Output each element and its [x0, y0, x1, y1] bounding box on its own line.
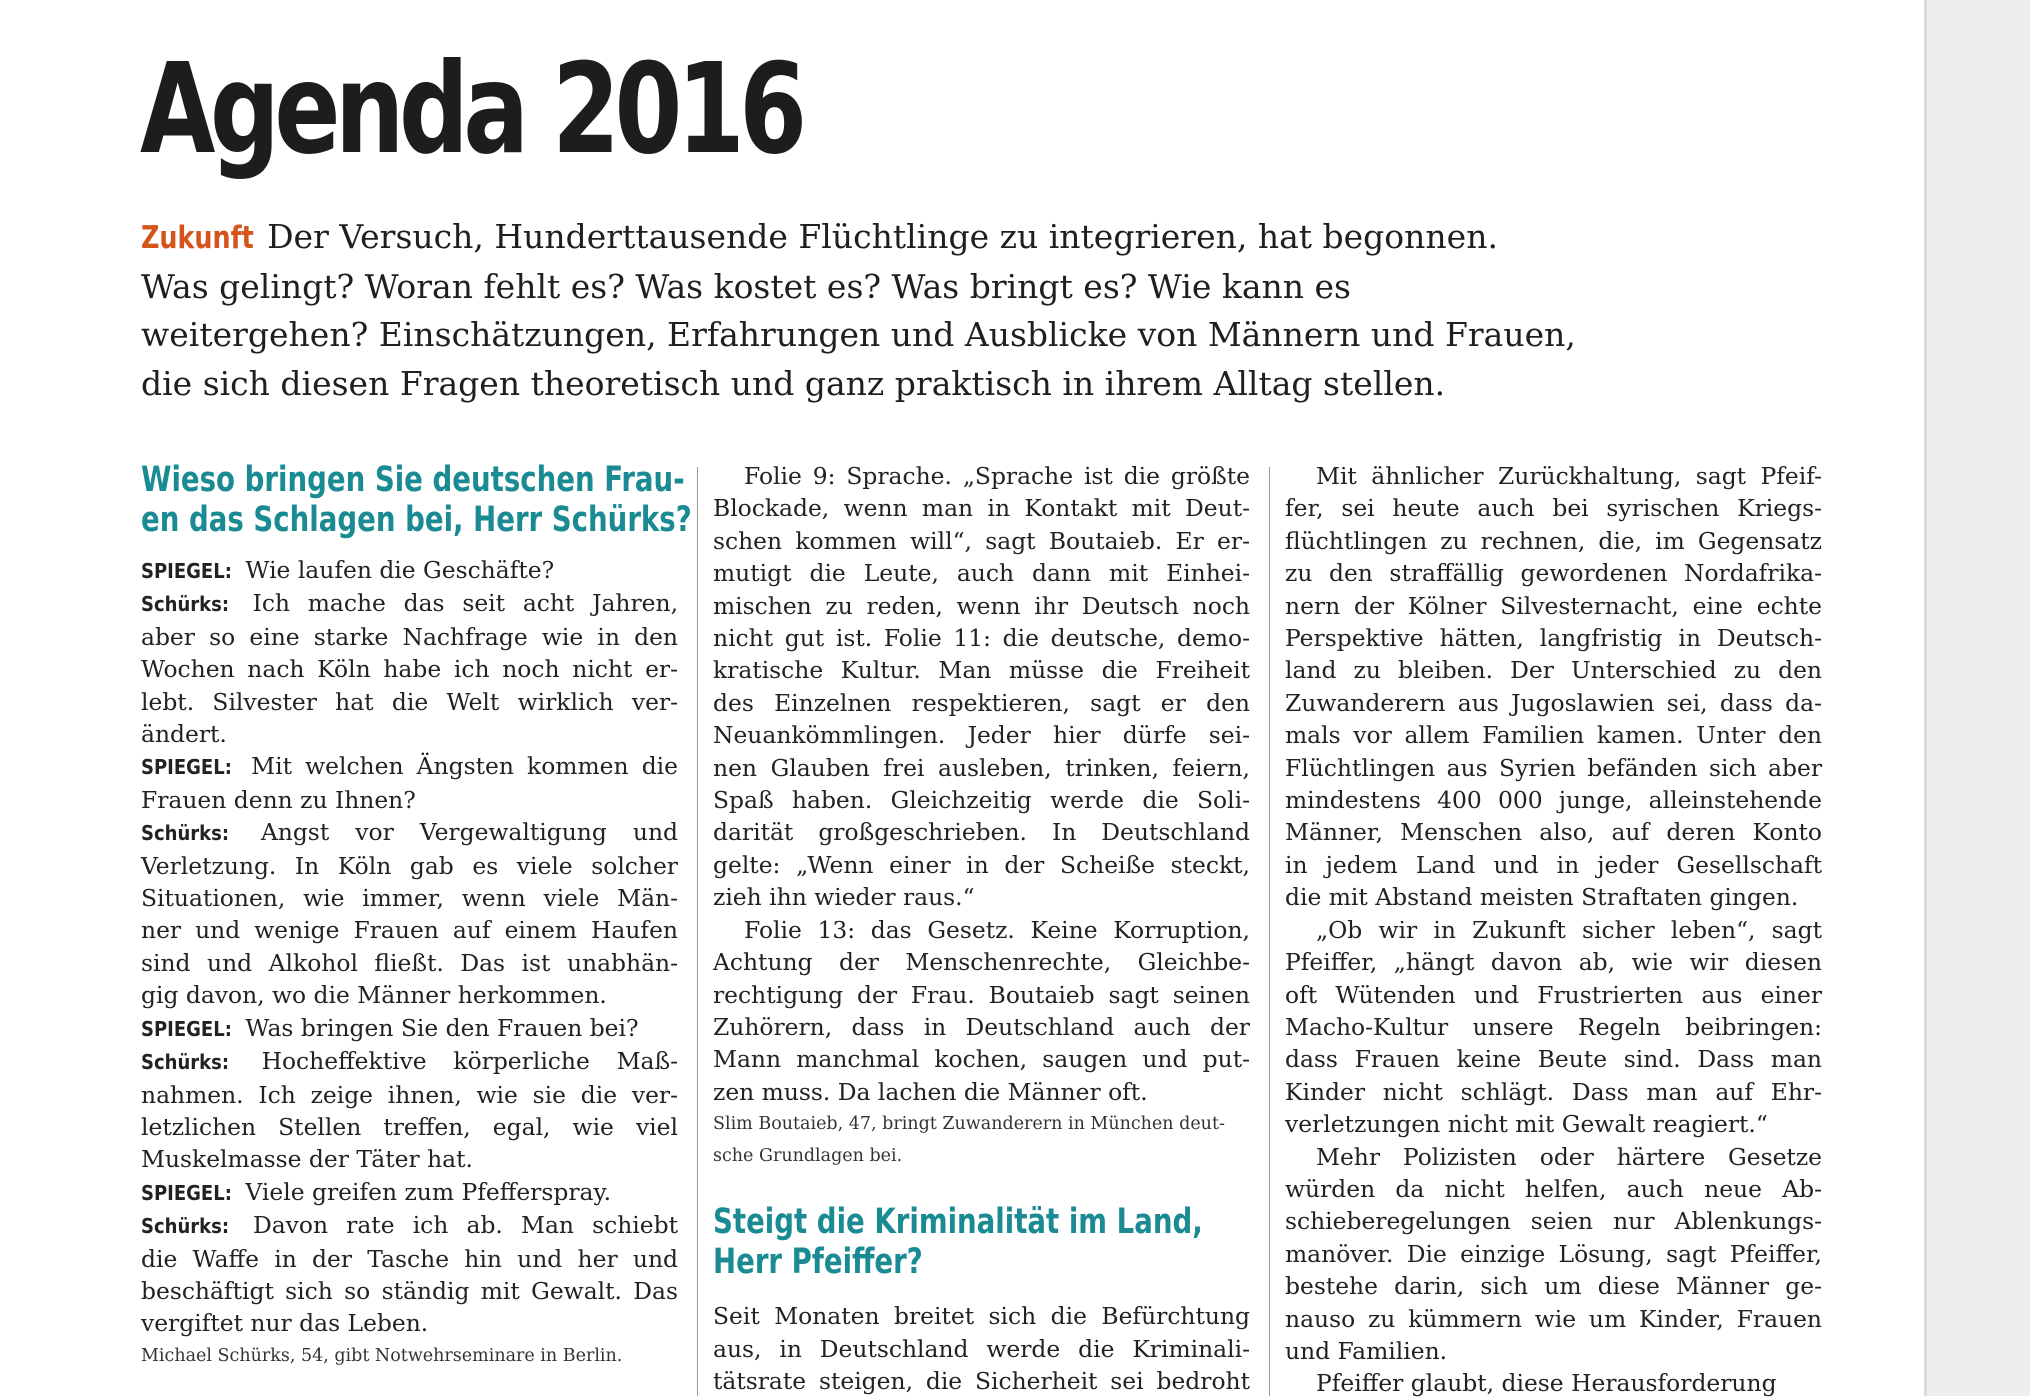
text-line: Macho-Kultur unsere Regeln beibringen: — [1285, 1012, 1822, 1041]
text-line: verletzungen nicht mit Gewalt reagiert.“ — [1285, 1110, 1768, 1139]
text-line: Flüchtlingen aus Syrien befänden sich aber — [1285, 753, 1822, 782]
speaker-label: Schürks: — [141, 821, 230, 846]
text-line: Pfeiffer glaubt, diese Herausforderung — [1316, 1369, 1777, 1398]
text-line: nauso zu kümmern wie um Kinder, Frauen — [1285, 1304, 1822, 1333]
text-line: aus, in Deutschland werde die Kriminali- — [713, 1334, 1250, 1363]
text-line: beschäftigt sich so ständig mit Gewalt. Das — [141, 1276, 678, 1305]
heading-line: Wieso bringen Sie deutschen Frau- — [141, 460, 685, 500]
text-line: die Waffe in der Tasche hin und her und — [141, 1244, 678, 1273]
text-line — [141, 1045, 678, 1078]
text-line: Folie 13: das Gesetz. Keine Korruption, — [744, 915, 1250, 944]
text-line — [141, 554, 678, 587]
text-line: Achtung der Menschenrechte, Gleichbe- — [713, 948, 1250, 977]
text-line: würden da nicht helfen, auch neue Ab- — [1285, 1174, 1822, 1203]
text-line: dass Frauen keine Beute sind. Dass man — [1285, 1045, 1822, 1074]
line-text: Hocheffektive körperliche Maß- — [234, 1047, 678, 1076]
text-line: ner und wenige Frauen auf einem Haufen — [141, 916, 678, 945]
line-text: Viele greifen zum Pfefferspray. — [238, 1177, 612, 1206]
speaker-label: SPIEGEL: — [141, 1180, 232, 1205]
text-line: Blockade, wenn man in Kontakt mit Deut- — [713, 494, 1250, 523]
text-line — [141, 816, 678, 849]
intro-line — [141, 213, 1701, 263]
text-line: nen Glauben frei ausleben, trinken, feiern, — [713, 753, 1250, 782]
text-line: Perspektive hätten, langfristig in Deutsch- — [1285, 624, 1822, 653]
text-line: des Einzelnen respektieren, sagt er den — [713, 688, 1250, 717]
line-text: Angst vor Vergewaltigung und — [234, 818, 678, 847]
photo-caption: sche Grundlagen bei. — [713, 1146, 903, 1167]
text-line: Zuwanderern aus Jugoslawien sei, dass da- — [1285, 688, 1822, 717]
text-line: „Ob wir in Zukunft sicher leben“, sagt — [1316, 915, 1822, 944]
intro-text: Der Versuch, Hunderttausende Flüchtlinge zu integrieren, hat begonnen. — [256, 217, 1498, 256]
text-line: Situationen, wie immer, wenn viele Män- — [141, 884, 678, 913]
photo-caption: Slim Boutaieb, 47, bringt Zuwanderern in München deut- — [713, 1114, 1225, 1135]
speaker-label: SPIEGEL: — [141, 1016, 232, 1041]
text-line: mischen zu reden, wenn ihr Deutsch noch — [713, 591, 1250, 620]
text-line: zen muss. Da lachen die Männer oft. — [713, 1077, 1148, 1106]
text-line: Seit Monaten breitet sich die Befürchtung — [713, 1302, 1250, 1331]
text-line — [141, 750, 678, 783]
text-line: manöver. Die einzige Lösung, sagt Pfeiffer, — [1285, 1239, 1822, 1268]
text-line: nahmen. Ich zeige ihnen, wie sie die ver- — [141, 1080, 678, 1109]
speaker-label: SPIEGEL: — [141, 755, 232, 780]
line-text: Wie laufen die Geschäfte? — [238, 556, 555, 584]
spacer — [713, 1172, 1250, 1202]
text-line: zieh ihn wieder raus.“ — [713, 883, 975, 912]
text-line: vergiftet nur das Leben. — [141, 1309, 429, 1338]
speaker-label: Schürks: — [141, 592, 230, 617]
text-line: Mit ähnlicher Zurückhaltung, sagt Pfeif- — [1316, 462, 1822, 490]
text-line: in jedem Land und in jeder Gesellschaft — [1285, 850, 1822, 879]
line-text: Ich mache das seit acht Jahren, — [234, 589, 678, 618]
heading-line: Steigt die Kriminalität im Land, — [713, 1202, 1203, 1243]
speaker-label: Schürks: — [141, 1214, 230, 1239]
text-line: mindestens 400 000 junge, alleinstehende — [1285, 786, 1822, 815]
pfeiffer-column — [1285, 460, 1822, 1400]
text-line: Muskelmasse der Täter hat. — [141, 1145, 473, 1174]
speaker-label: SPIEGEL: — [141, 559, 232, 583]
text-line: Pfeiffer, „hängt davon ab, wie wir diesen — [1285, 948, 1822, 977]
text-line: ändert. — [141, 720, 227, 749]
text-line: mutigt die Leute, auch dann mit Einhei- — [713, 559, 1250, 588]
line-text: Davon rate ich ab. Man schiebt — [234, 1211, 678, 1240]
text-line: zu den straffällig gewordenen Nordafrika- — [1285, 559, 1822, 588]
line-text: Was bringen Sie den Frauen bei? — [238, 1013, 639, 1042]
text-line: nern der Kölner Silvesternacht, eine echte — [1285, 591, 1822, 620]
interview-column — [141, 460, 692, 1372]
text-line: gig davon, wo die Männer herkommen. — [141, 981, 607, 1010]
intro-kicker: Zukunft — [141, 220, 254, 256]
column-divider — [697, 467, 698, 1396]
viewer-gutter — [1927, 0, 2030, 1396]
text-line: rechtigung der Frau. Boutaieb sagt seinen — [713, 980, 1250, 1009]
intro-line: Was gelingt? Woran fehlt es? Was kostet es? Was bringt es? Wie kann es — [141, 266, 1351, 306]
text-line: schieberegelungen seien nur Ablenkungs- — [1285, 1207, 1822, 1236]
section-heading — [713, 1202, 1203, 1283]
text-line: Zuhörern, dass in Deutschland auch der — [713, 1012, 1250, 1041]
text-line: Folie 9: Sprache. „Sprache ist die größte — [744, 462, 1250, 490]
text-line: Verletzung. In Köln gab es viele solcher — [141, 851, 678, 880]
text-line: oft Wütenden und Frustrierten aus einer — [1285, 980, 1822, 1009]
boutaieb-column — [713, 460, 1250, 1397]
text-line: mals vor allem Familien kamen. Unter den — [1285, 721, 1822, 750]
heading-line: Herr Pfeiffer? — [713, 1242, 923, 1283]
text-line: Männer, Menschen also, auf deren Konto — [1285, 818, 1822, 847]
intro-line: die sich diesen Fragen theoretisch und ganz praktisch in ihrem Alltag stellen. — [141, 363, 1446, 403]
line-text: Mit welchen Ängsten kommen die — [238, 752, 678, 781]
text-line: lebt. Silvester hat die Welt wirklich ver- — [141, 687, 678, 716]
photo-caption: Michael Schürks, 54, gibt Notwehrseminare in Berlin. — [141, 1345, 623, 1366]
text-line: tätsrate steigen, die Sicherheit sei bedroht — [713, 1366, 1250, 1395]
text-line: flüchtlingen zu rechnen, die, im Gegensatz — [1285, 526, 1822, 555]
text-line: Wochen nach Köln habe ich noch nicht er- — [141, 655, 678, 684]
text-line — [141, 1176, 678, 1209]
interview-heading — [141, 460, 692, 540]
text-line: bestehe darin, sich um diese Männer ge- — [1285, 1272, 1822, 1301]
text-line — [141, 587, 678, 620]
text-line: Mann manchmal kochen, saugen und put- — [713, 1045, 1250, 1074]
speaker-label: Schürks: — [141, 1050, 230, 1075]
text-line: nicht gut ist. Folie 11: die deutsche, demo- — [713, 624, 1250, 653]
text-line: und Familien. — [1285, 1336, 1448, 1365]
text-line: kratische Kultur. Man müsse die Freiheit — [713, 656, 1250, 685]
text-line: Spaß haben. Gleichzeitig werde die Soli- — [713, 786, 1250, 815]
spacer — [141, 540, 678, 554]
text-line: gelte: „Wenn einer in der Scheiße steckt, — [713, 850, 1250, 879]
article-title: Agenda 2016 — [140, 37, 802, 182]
text-line: darität großgeschrieben. In Deutschland — [713, 818, 1250, 847]
text-line: Neuankömmlingen. Jeder hier dürfe sei- — [713, 721, 1250, 750]
text-line: Kinder nicht schlägt. Dass man auf Ehr- — [1285, 1077, 1822, 1106]
text-line: land zu bleiben. Der Unterschied zu den — [1285, 656, 1822, 685]
heading-line: en das Schlagen bei, Herr Schürks? — [141, 500, 692, 540]
text-line: die mit Abstand meisten Straftaten gingen. — [1285, 883, 1799, 912]
spacer — [713, 1282, 1250, 1300]
text-line: Frauen denn zu Ihnen? — [141, 785, 416, 814]
article-intro — [141, 213, 1701, 408]
text-line: aber so eine starke Nachfrage wie in den — [141, 622, 678, 651]
text-line — [141, 1012, 678, 1045]
text-line: letzlichen Stellen treffen, egal, wie viel — [141, 1112, 678, 1141]
column-divider — [1269, 467, 1270, 1396]
intro-line: weitergehen? Einschätzungen, Erfahrungen und Ausblicke von Männern und Frauen, — [141, 315, 1576, 354]
text-line: sind und Alkohol fließt. Das ist unabhän- — [141, 948, 678, 977]
text-line — [141, 1209, 678, 1242]
text-line: schen kommen will“, sagt Boutaieb. Er er- — [713, 526, 1250, 555]
text-line: fer, sei heute auch bei syrischen Kriegs- — [1285, 494, 1822, 523]
text-line: Mehr Polizisten oder härtere Gesetze — [1316, 1142, 1822, 1171]
